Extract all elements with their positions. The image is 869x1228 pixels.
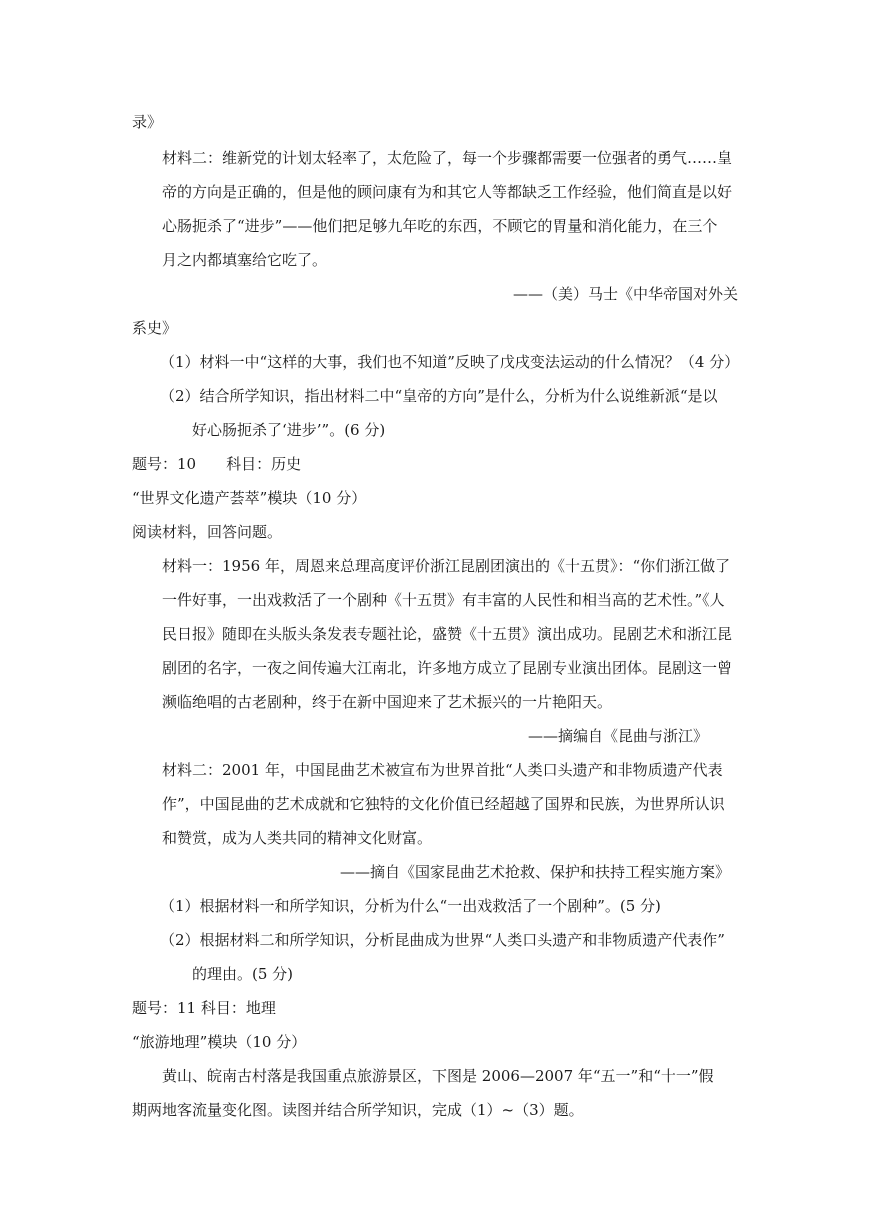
text-line: 录》 xyxy=(132,113,163,131)
document-page: 录》 材料二：维新党的计划太轻率了，太危险了，每一个步骤都需要一位强者的勇气……皇 帝的方向是正确的，但是他的顾问康有为和其它人等都缺乏工作经验，他们简直是以好 心肠扼杀了“进步”——他们把足够九年吃的东西，不顾它的胃量和消化能力，在三个 月之内都填塞给它吃了。 ——（美）马士《中华帝国对外关 系史》 （1）材料一中“这样的大事，我们也不知道”反映了戊戌变法运动的什么情况？（4 分） （2）结合所学知识，指出材料二中“皇帝的方向”是什么，分析为什么说维新派“是以 好心肠扼杀了‘进步’”。(6 分) 题号：10 科目：历史 “世界文化遗产荟萃”模块（10 分） 阅读材料，回答问题。 材料一：1956 年，周恩来总理高度评价浙江昆剧团演出的《十五贯》：“你们浙江做了 一件好事，一出戏救活了一个剧种《十五贯》有丰富的人民性和相当高的艺术性。”《人 民日报》随即在头版头条发表专题社论，盛赞《十五贯》演出成功。昆剧艺术和浙江昆 剧团的名字，一夜之间传遍大江南北，许多地方成立了昆剧专业演出团体。昆剧这一曾 濒临绝唱的古老剧种，终于在新中国迎来了艺术振兴的一片艳阳天。 ——摘编自《昆曲与浙江》 材料二：2001 年，中国昆曲艺术被宣布为世界首批“人类口头遗产和非物质遗产代表 作”，中国昆曲的艺术成就和它独特的文化价值已经超越了国界和民族，为世界所认识 和赞赏，成为人类共同的精神文化财富。 ——摘自《国家昆曲艺术抢救、保护和扶持工程实施方案》 （1）根据材料一和所学知识，分析为什么“一出戏救活了一个剧种”。(5 分) （2）根据材料二和所学知识，分析昆曲成为世界“人类口头遗产和非物质遗产代表作” 的理由。(5 分) 题号：11 科目：地理 “旅游地理”模块（10 分） 黄山、皖南古村落是我国重点旅游景区，下图是 2006—2007 年“五一”和“十一”假 期两地客流量变化图。读图并结合所学知识，完成（1）~（3）题。 xyxy=(132,113,740,1119)
